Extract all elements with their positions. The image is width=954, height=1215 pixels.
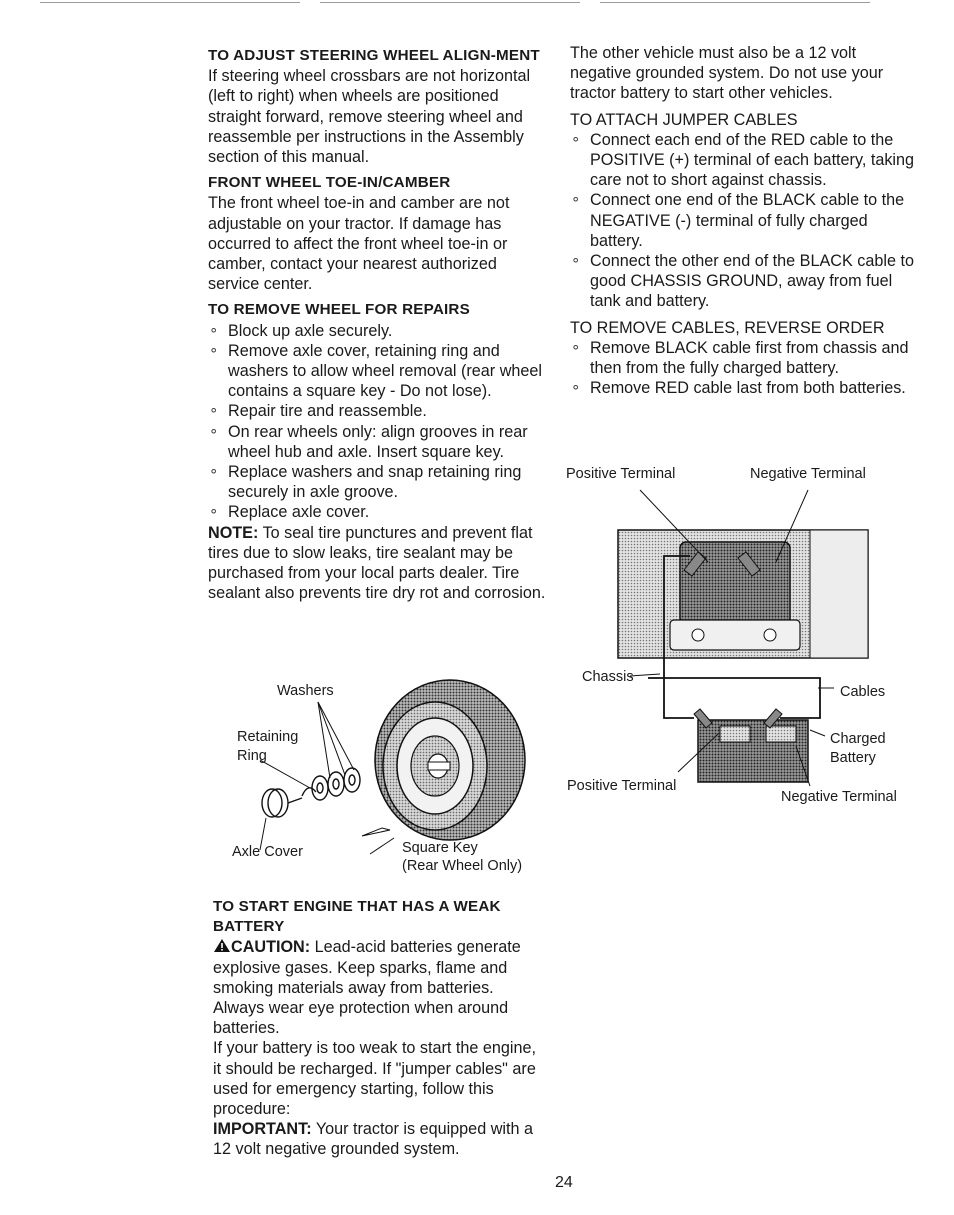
attach-steps bbox=[570, 130, 915, 312]
left-column bbox=[208, 46, 548, 603]
remove-steps bbox=[208, 321, 548, 523]
list-item: ∘ Remove RED cable last from both batteries. bbox=[570, 378, 915, 398]
note-paragraph bbox=[208, 523, 548, 604]
caution-label: CAUTION: bbox=[231, 938, 311, 957]
remove-cables-steps bbox=[570, 338, 915, 399]
negative-terminal-top-label: Negative Terminal bbox=[750, 466, 866, 482]
washers-parts bbox=[262, 768, 360, 817]
warning-icon bbox=[213, 938, 231, 953]
remove-cables-heading: TO REMOVE CABLES, REVERSE ORDER bbox=[570, 318, 885, 337]
page-number: 24 bbox=[555, 1174, 573, 1191]
note-text: To seal tire punctures and prevent flat tires due to slow leaks, tire sealant may be purchased from your local parts dealer. Tire sealant also prevents tire dry rot and corrosion. bbox=[208, 523, 546, 603]
list-item: ∘ Block up axle securely. bbox=[208, 321, 548, 341]
list-item: ∘ Replace washers and snap retaining ring securely in axle groove. bbox=[208, 462, 548, 502]
top-rule-left bbox=[40, 2, 300, 3]
leader-lines bbox=[260, 702, 394, 854]
right-intro: The other vehicle must also be a 12 volt negative grounded system. Do not use your tractor battery to start other vehicles. bbox=[570, 44, 884, 103]
toe-body: The front wheel toe-in and camber are not adjustable on your tractor. If damage has occurred to affect the front wheel toe-in or camber, contact your nearest authorized service center. bbox=[208, 194, 510, 294]
section-weak-battery bbox=[213, 897, 548, 1160]
list-item: ∘ Replace axle cover. bbox=[208, 502, 548, 522]
chassis-label: Chassis bbox=[582, 669, 634, 685]
attach-heading: TO ATTACH JUMPER CABLES bbox=[570, 110, 798, 129]
important-text: Your tractor is equipped with a 12 volt negative grounded system. bbox=[213, 1120, 533, 1159]
rear-wheel-only-label: (Rear Wheel Only) bbox=[402, 858, 523, 874]
list-item: ∘ On rear wheels only: align grooves in rear wheel hub and axle. Insert square key. bbox=[208, 422, 548, 462]
note-label: NOTE: bbox=[208, 523, 259, 542]
list-item: ∘ Remove axle cover, retaining ring and washers to allow wheel removal (rear wheel contains a square key - Do not lose). bbox=[208, 341, 548, 402]
remove-heading: TO REMOVE WHEEL FOR REPAIRS bbox=[208, 301, 470, 319]
retaining-ring-label: Retaining Ring bbox=[237, 729, 299, 764]
caution-text: Lead-acid batteries generate explosive gases. Keep sparks, flame and smoking materials away from batteries. Always wear eye protection when around batteries. bbox=[213, 938, 521, 1038]
important-label: IMPORTANT: bbox=[213, 1120, 312, 1139]
caution-paragraph bbox=[213, 937, 548, 1038]
important-paragraph bbox=[213, 1119, 548, 1159]
tractor-chassis-image bbox=[618, 530, 868, 658]
charged-battery-label: Charged Battery bbox=[830, 731, 886, 766]
positive-terminal-bottom-label: Positive Terminal bbox=[567, 778, 677, 794]
top-rule-mid bbox=[320, 2, 580, 3]
square-key-label: Square Key bbox=[402, 840, 478, 856]
tire-image bbox=[375, 680, 525, 840]
negative-terminal-bottom-label: Negative Terminal bbox=[781, 789, 897, 805]
axle-cover-label: Axle Cover bbox=[232, 844, 303, 860]
list-item: ∘ Connect each end of the RED cable to the POSITIVE (+) terminal of each battery, taking care not to short against chassis. bbox=[570, 130, 915, 191]
cables-label: Cables bbox=[840, 684, 886, 700]
section-toe-camber bbox=[208, 173, 548, 294]
weak-heading: TO START ENGINE THAT HAS A WEAK BATTERY bbox=[213, 898, 501, 936]
positive-terminal-top-label: Positive Terminal bbox=[566, 466, 676, 482]
top-rule-right bbox=[600, 2, 870, 3]
section-steering bbox=[208, 46, 548, 167]
weak-paragraph: If your battery is too weak to start the engine, it should be recharged. If "jumper cables" are used for emergency starting, follow this procedure: bbox=[213, 1039, 537, 1119]
washers-label: Washers bbox=[277, 683, 334, 699]
list-item: ∘ Remove BLACK cable first from chassis and then from the fully charged battery. bbox=[570, 338, 915, 378]
charged-battery-image bbox=[698, 720, 808, 782]
section-remove-wheel bbox=[208, 300, 548, 603]
list-item: ∘ Repair tire and reassemble. bbox=[208, 401, 548, 421]
steering-heading: TO ADJUST STEERING WHEEL ALIGN-MENT bbox=[208, 47, 540, 64]
right-column bbox=[570, 43, 915, 398]
list-item: ∘ Connect one end of the BLACK cable to the NEGATIVE (-) terminal of fully charged battery. bbox=[570, 190, 915, 251]
list-item: ∘ Connect the other end of the BLACK cable to good CHASSIS GROUND, away from fuel tank and battery. bbox=[570, 251, 915, 312]
toe-heading: FRONT WHEEL TOE-IN/CAMBER bbox=[208, 174, 451, 192]
steering-body: If steering wheel crossbars are not horizontal (left to right) when wheels are positioned straight forward, remove steering wheel and reassemble per instructions in the Assembly section of this manual. bbox=[208, 67, 531, 167]
